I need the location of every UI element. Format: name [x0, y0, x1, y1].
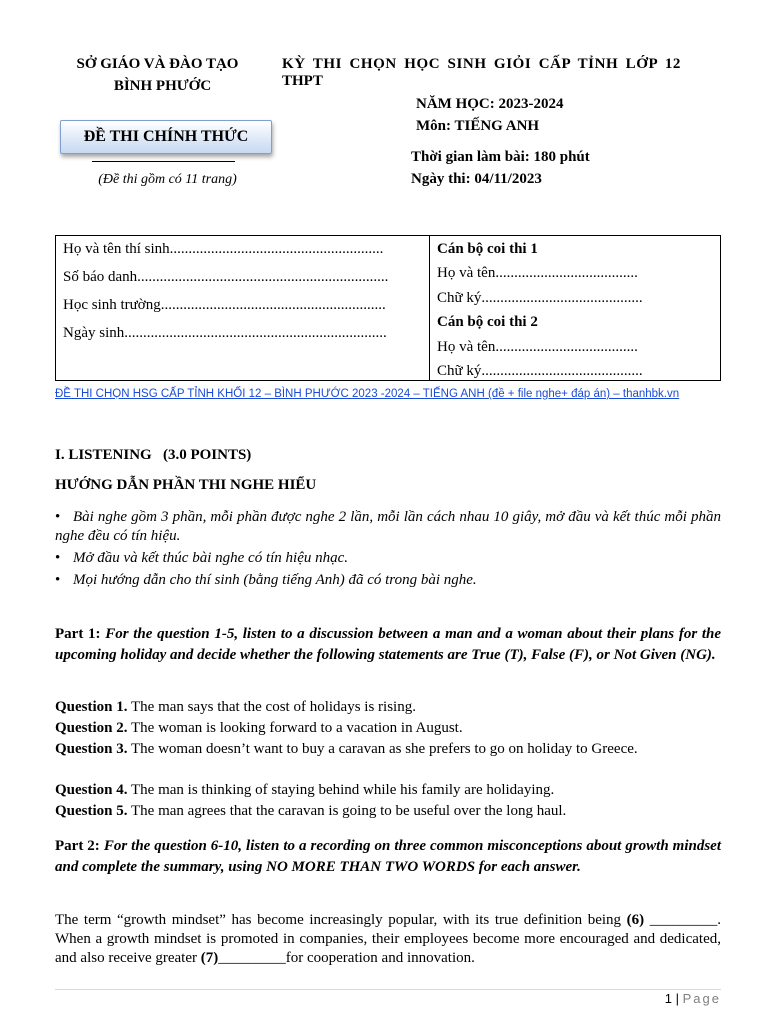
proctor-2-name: Họ và tên......................................: [437, 339, 638, 355]
exam-title-line-2: THPT: [282, 73, 323, 89]
question-4: Question 4. The man is thinking of staying behind while his family are holidaying.: [55, 782, 555, 798]
candidate-info-column: [56, 236, 430, 380]
exam-date: Ngày thi: 04/11/2023: [411, 171, 542, 187]
proctor-1-signature: Chữ ký...........................................: [437, 290, 643, 306]
guide-bullet-3: • Mọi hướng dẫn cho thí sinh (bằng tiếng Anh) đã có trong bài nghe.: [55, 572, 477, 588]
page-word: Page: [682, 991, 721, 1006]
source-link[interactable]: ĐỀ THI CHỌN HSG CẤP TỈNH KHỐI 12 – BÌNH PHƯỚC 2023 -2024 – TIẾNG ANH (đề + file nghe+ đáp án) – thanhbk.vn: [55, 388, 680, 400]
candidate-info-table: [55, 235, 721, 381]
divider-rule: [92, 161, 235, 162]
guide-bullet-1: • Bài nghe gồm 3 phần, mỗi phần được nghe 2 lần, mỗi lần cách nhau 10 giây, mở đầu và kết thúc mỗi phần nghe đều có tín hiệu.: [55, 509, 721, 544]
part-2-text: For the question 6-10, listen to a recording on three common misconceptions about growth mindset and complete the summary, using NO MORE THAN TWO WORDS for each answer.: [55, 838, 722, 875]
exam-title-line-1: KỲ THI CHỌN HỌC SINH GIỎI CẤP TỈNH LỚP 12: [282, 56, 682, 72]
duration: Thời gian làm bài: 180 phút: [411, 149, 590, 165]
part-2-instructions: [55, 836, 721, 878]
guide-title: HƯỚNG DẪN PHẦN THI NGHE HIỂU: [55, 477, 317, 493]
candidate-school-field: Học sinh trường............................................................: [63, 297, 386, 313]
footer-divider: [55, 989, 721, 990]
question-5: Question 5. The man agrees that the caravan is going to be useful over the long haul.: [55, 803, 567, 819]
department-line-2: BÌNH PHƯỚC: [113, 78, 212, 94]
proctor-2-signature: Chữ ký...........................................: [437, 363, 643, 379]
candidate-birthdate-field: Ngày sinh......................................................................: [63, 325, 387, 341]
proctor-2-title: Cán bộ coi thi 2: [437, 314, 538, 330]
candidate-number-field: Số báo danh...................................................................: [63, 269, 389, 285]
official-exam-label: ĐỀ THI CHÍNH THỨC: [60, 120, 272, 154]
guide-bullet-2: • Mở đầu và kết thúc bài nghe có tín hiệu nhạc.: [55, 550, 349, 566]
question-3: Question 3. The woman doesn’t want to buy a caravan as she prefers to go on holiday to Greece.: [55, 741, 638, 757]
pages-note: (Đề thi gồm có 11 trang): [98, 172, 237, 187]
part-1-text: For the question 1-5, listen to a discussion between a man and a woman about their plans for the upcoming holiday and decide whether the following statements are True (T), False (F), or Not Given (NG).: [55, 626, 722, 663]
part-2-label: Part 2:: [55, 838, 100, 854]
bullet-dot-icon: •: [55, 550, 61, 566]
department-line-1: SỞ GIÁO VÀ ĐÀO TẠO: [76, 56, 239, 72]
page-footer: [665, 991, 721, 1006]
page-separator: |: [675, 991, 679, 1006]
section-title: I. LISTENING (3.0 POINTS): [55, 447, 252, 463]
proctor-1-title: Cán bộ coi thi 1: [437, 241, 538, 257]
question-2: Question 2. The woman is looking forward to a vacation in August.: [55, 720, 463, 736]
summary-paragraph: The term “growth mindset” has become increasingly popular, with its true definition being (6) _________. When a growth mindset is promoted in companies, their employees become more encouraged and dedicated, and also receive greater (7)_________for cooperation and innovation.: [55, 912, 722, 966]
school-year: NĂM HỌC: 2023-2024: [416, 96, 564, 112]
bullet-dot-icon: •: [55, 572, 61, 588]
bullet-dot-icon: •: [55, 509, 61, 525]
part-1-label: Part 1:: [55, 626, 101, 642]
part-1-instructions: [55, 624, 721, 666]
subject: Môn: TIẾNG ANH: [416, 118, 540, 134]
page-number: 1: [664, 991, 672, 1006]
proctor-column: [430, 236, 720, 380]
proctor-1-name: Họ và tên......................................: [437, 265, 638, 281]
blank-6-label: (6): [626, 912, 645, 928]
question-1: Question 1. The man says that the cost of holidays is rising.: [55, 699, 416, 715]
candidate-name-field: Họ và tên thí sinh.........................................................: [63, 241, 384, 257]
blank-7-label: (7): [200, 950, 219, 966]
